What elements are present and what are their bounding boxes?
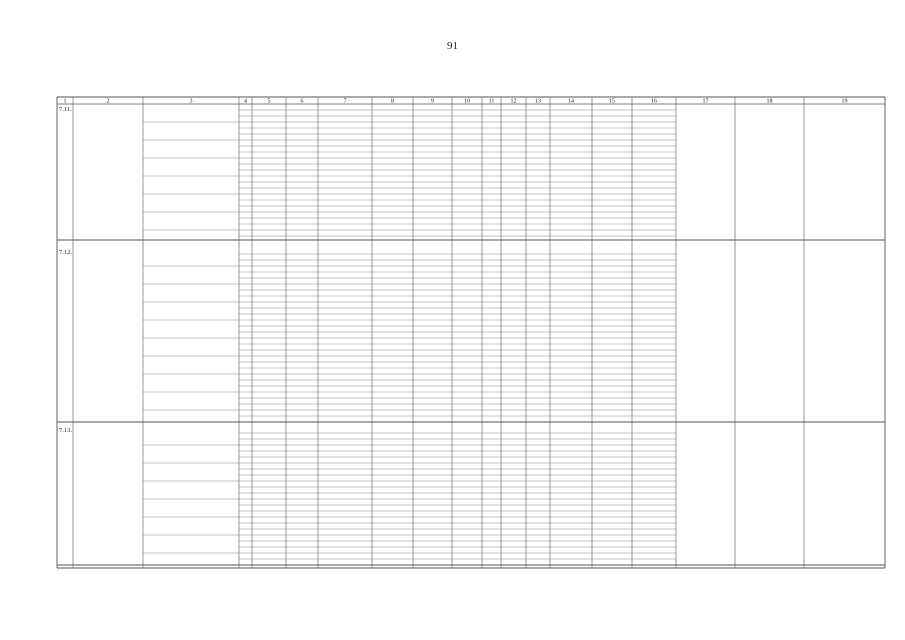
column-number: 10 bbox=[464, 98, 470, 105]
column-number: 16 bbox=[651, 98, 657, 105]
column-number: 2 bbox=[106, 98, 110, 105]
row-number: 7.13. bbox=[59, 427, 72, 434]
column-number: 9 bbox=[431, 98, 434, 105]
column-number: 19 bbox=[841, 98, 848, 105]
column-number: 7 bbox=[343, 98, 347, 105]
column-number: 11 bbox=[488, 98, 495, 105]
column-number: 4 bbox=[244, 98, 247, 105]
column-number: 17 bbox=[702, 98, 709, 105]
column-number: 8 bbox=[391, 98, 394, 105]
table-grid bbox=[57, 97, 885, 568]
column-number: 1 bbox=[63, 98, 67, 105]
column-number: 18 bbox=[766, 98, 773, 105]
column-number: 12 bbox=[510, 98, 517, 105]
column-number: 3 bbox=[189, 98, 193, 105]
row-number: 7.11. bbox=[59, 106, 72, 113]
column-number: 5 bbox=[267, 98, 271, 105]
row-number: 7.12. bbox=[59, 249, 72, 256]
column-number: 6 bbox=[300, 98, 304, 105]
row-labels bbox=[59, 106, 72, 434]
column-number: 15 bbox=[609, 98, 615, 105]
column-number: 14 bbox=[568, 98, 574, 105]
column-number: 13 bbox=[535, 98, 541, 105]
page-number: 91 bbox=[447, 40, 458, 52]
